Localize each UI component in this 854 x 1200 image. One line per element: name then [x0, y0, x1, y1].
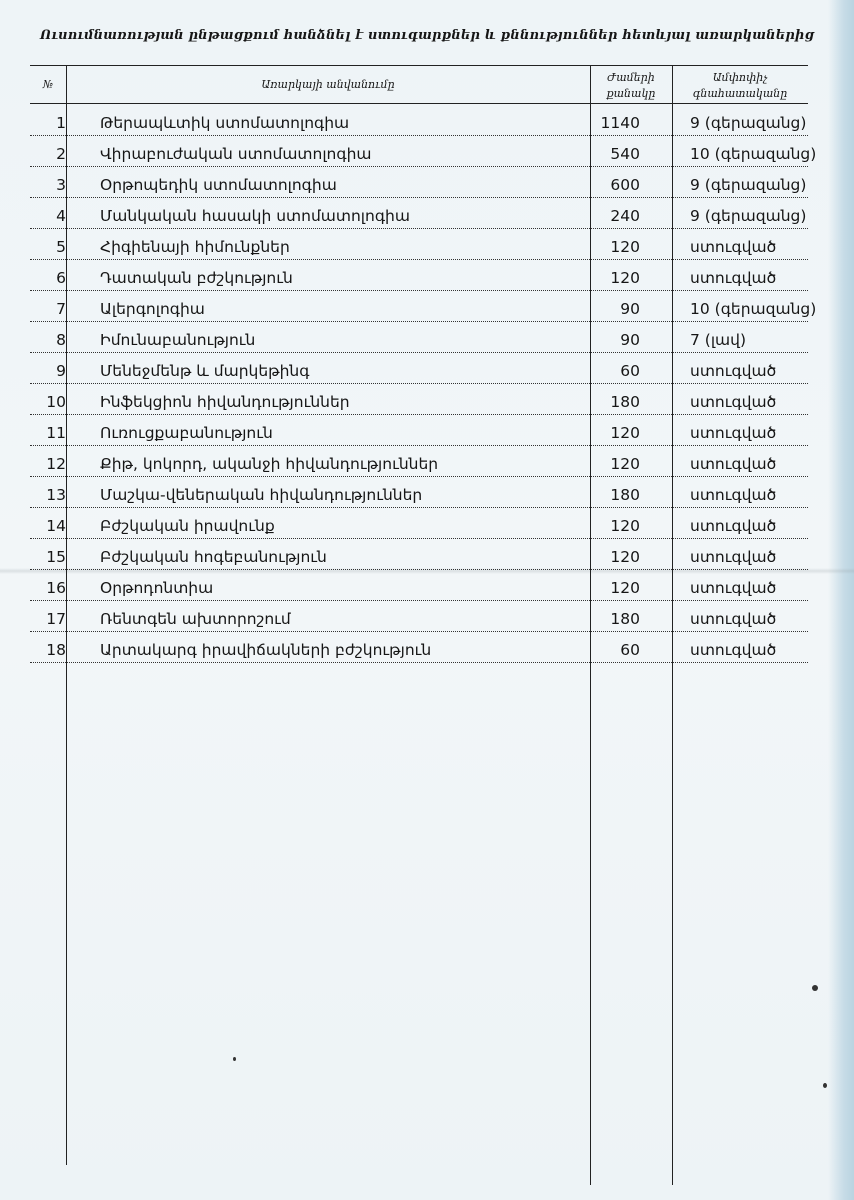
row-hours: 60: [620, 362, 640, 380]
row-subject: Դատական բժշկություն: [100, 269, 293, 287]
row-subject: Մաշկա-վեներական հիվանդություններ: [100, 486, 423, 504]
row-hours: 120: [610, 269, 640, 287]
table-header-border: [30, 103, 808, 104]
ink-speck: [233, 1057, 236, 1061]
row-grade: ստուգված: [690, 517, 777, 535]
table-row: [30, 198, 808, 229]
ink-speck: [812, 985, 818, 991]
row-number: 5: [56, 238, 66, 256]
row-subject: Իմունաբանություն: [100, 331, 256, 349]
row-hours: 120: [610, 238, 640, 256]
table-row: [30, 539, 808, 570]
row-hours: 600: [610, 176, 640, 194]
row-number: 6: [56, 269, 66, 287]
row-hours: 120: [610, 548, 640, 566]
table-row: [30, 601, 808, 632]
table-row: [30, 322, 808, 353]
column-header-number: №: [42, 78, 54, 91]
table-row: [30, 384, 808, 415]
column-header-hours-line2: քանակը: [606, 87, 656, 100]
row-subject: Վիրաբուժական ստոմատոլոգիա: [100, 145, 372, 163]
table-row: [30, 508, 808, 539]
row-grade: 10 (գերազանց): [690, 145, 817, 163]
row-grade: ստուգված: [690, 641, 777, 659]
row-number: 4: [56, 207, 66, 225]
row-subject: Բժշկական հոգեբանություն: [100, 548, 327, 566]
row-grade: 10 (գերազանց): [690, 300, 817, 318]
row-subject: Քիթ, կոկորդ, ականջի հիվանդություններ: [100, 455, 439, 473]
column-header-subject: Առարկայի անվանումը: [261, 78, 395, 91]
row-hours: 120: [610, 455, 640, 473]
row-subject: Ալերգոլոգիա: [100, 300, 205, 318]
row-grade: 7 (լավ): [690, 331, 747, 349]
table-row: [30, 353, 808, 384]
row-subject: Ուռուցքաբանություն: [100, 424, 273, 442]
row-subject: Մանկական հասակի ստոմատոլոգիա: [100, 207, 410, 225]
row-number: 16: [46, 579, 66, 597]
column-header-grade-line2: գնահատականը: [692, 87, 788, 100]
row-number: 3: [56, 176, 66, 194]
row-number: 8: [56, 331, 66, 349]
row-number: 14: [46, 517, 66, 535]
row-number: 2: [56, 145, 66, 163]
row-grade: ստուգված: [690, 269, 777, 287]
table-row: [30, 415, 808, 446]
table-row: [30, 291, 817, 322]
row-number: 11: [46, 424, 66, 442]
row-number: 1: [56, 114, 66, 132]
column-header-hours: [590, 70, 672, 102]
table-row: [30, 167, 808, 198]
row-hours: 120: [610, 517, 640, 535]
table-row: [30, 477, 808, 508]
row-number: 12: [46, 455, 66, 473]
column-header-hours-line1: Ժամերի: [607, 71, 655, 84]
row-grade: 9 (գերազանց): [690, 176, 807, 194]
row-grade: ստուգված: [690, 238, 777, 256]
row-grade: ստուգված: [690, 610, 777, 628]
table-row: [30, 260, 808, 291]
row-hours: 1140: [600, 114, 640, 132]
page-edge-shading: [828, 0, 854, 1200]
ink-speck: [823, 1083, 827, 1088]
row-hours: 180: [610, 486, 640, 504]
row-grade: ստուգված: [690, 362, 777, 380]
row-subject: Ինֆեկցիոն հիվանդություններ: [100, 393, 350, 411]
row-hours: 120: [610, 579, 640, 597]
row-subject: Օրթոպեդիկ ստոմատոլոգիա: [100, 176, 337, 194]
row-hours: 90: [620, 300, 640, 318]
row-subject: Հիգիենայի հիմունքներ: [100, 238, 290, 256]
row-subject: Ռենտգեն ախտորոշում: [100, 610, 291, 628]
table-row: [30, 446, 808, 477]
row-number: 18: [46, 641, 66, 659]
row-hours: 60: [620, 641, 640, 659]
row-grade: 9 (գերազանց): [690, 207, 807, 225]
row-hours: 540: [610, 145, 640, 163]
row-hours: 240: [610, 207, 640, 225]
row-grade: ստուգված: [690, 393, 777, 411]
table-row: [30, 136, 817, 167]
row-hours: 120: [610, 424, 640, 442]
row-number: 7: [56, 300, 66, 318]
row-number: 17: [46, 610, 66, 628]
row-hours: 90: [620, 331, 640, 349]
row-subject: Օրթոդոնտիա: [100, 579, 214, 597]
column-header-grade: [672, 70, 808, 102]
document-heading: Ուսումնառության ընթացքում հանձնել է ստուգարքներ և քննություններ հետևյալ առարկաներից: [39, 28, 815, 43]
row-number: 10: [46, 393, 66, 411]
table-top-border: [30, 65, 808, 66]
row-grade: 9 (գերազանց): [690, 114, 807, 132]
row-subject: Բժշկական իրավունք: [100, 517, 275, 535]
row-grade: ստուգված: [690, 424, 777, 442]
table-row: [30, 229, 808, 260]
row-subject: Մենեջմենթ և մարկեթինգ: [100, 362, 310, 380]
row-number: 15: [46, 548, 66, 566]
row-grade: ստուգված: [690, 548, 777, 566]
row-dotted-rule: [30, 662, 808, 663]
row-hours: 180: [610, 393, 640, 411]
row-subject: Արտակարգ իրավիճակների բժշկություն: [100, 641, 432, 659]
row-grade: ստուգված: [690, 455, 777, 473]
row-number: 9: [56, 362, 66, 380]
row-grade: ստուգված: [690, 579, 777, 597]
row-number: 13: [46, 486, 66, 504]
table-row: [30, 570, 808, 601]
row-hours: 180: [610, 610, 640, 628]
table-row: [30, 105, 808, 136]
row-grade: ստուգված: [690, 486, 777, 504]
table-row: [30, 632, 808, 663]
row-subject: Թերապևտիկ ստոմատոլոգիա: [100, 114, 350, 132]
column-header-grade-line1: Ամփոփիչ: [712, 71, 768, 84]
